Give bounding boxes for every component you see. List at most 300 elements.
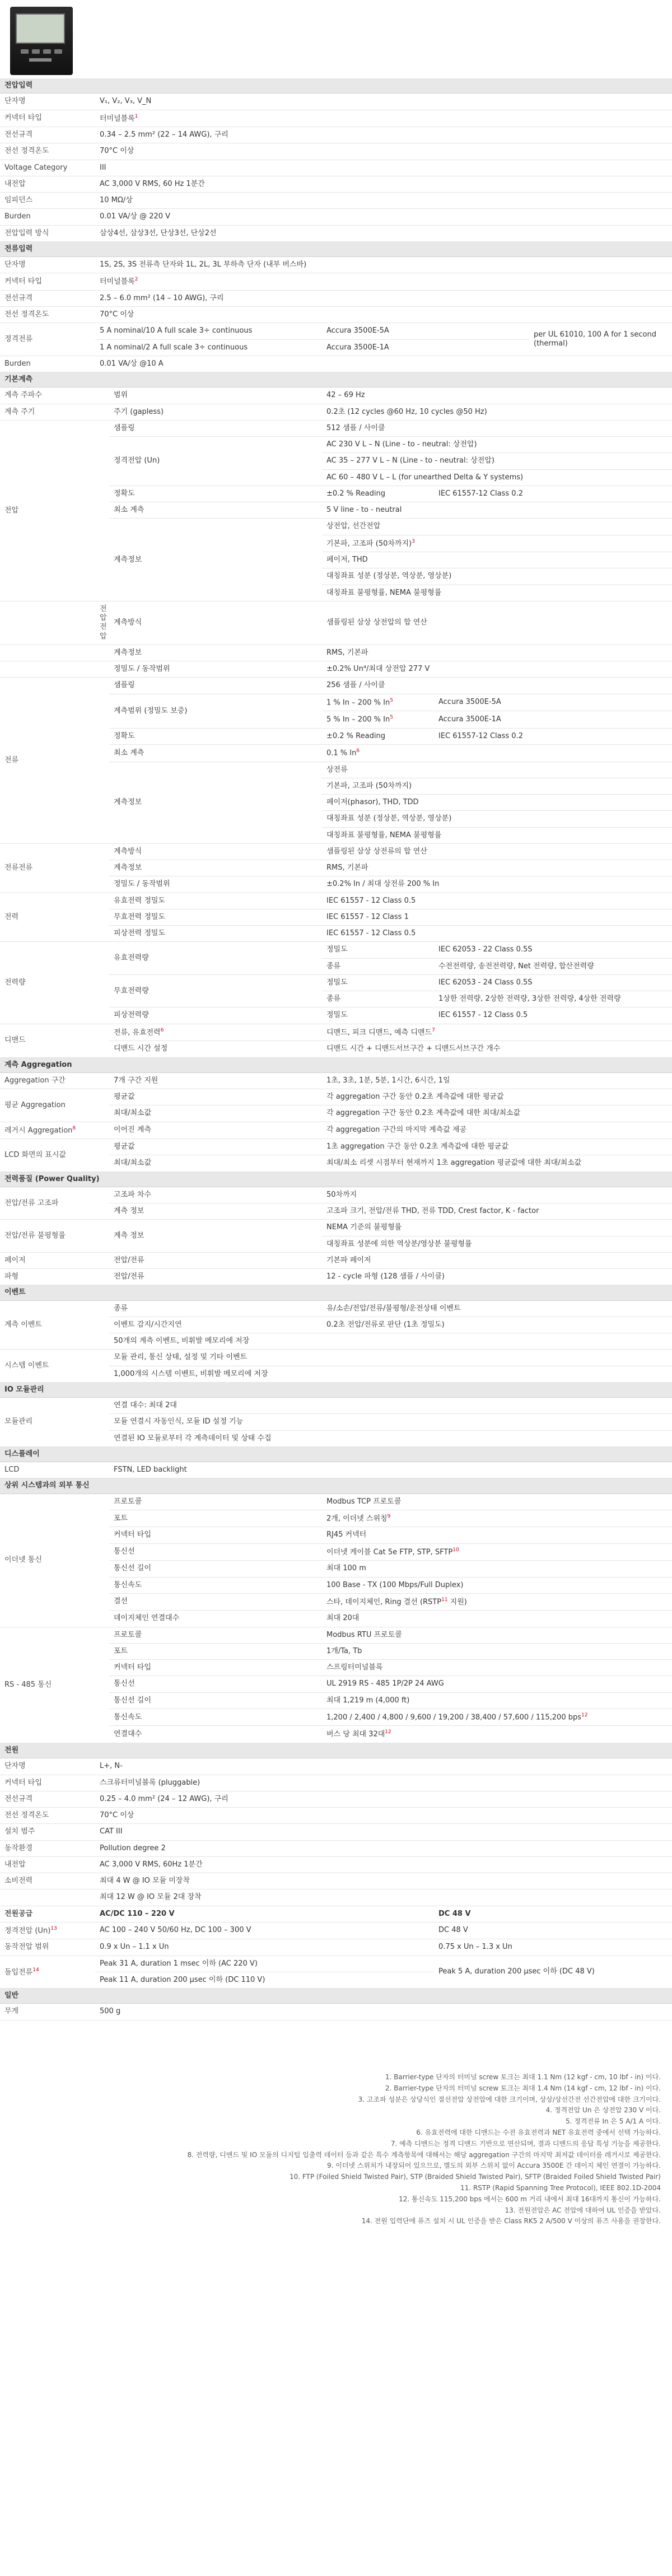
cell-text: 범위 — [114, 391, 128, 400]
cell-text: 100 Base - TX (100 Mbps/Full Duplex) — [326, 1580, 464, 1589]
spec-value — [95, 160, 672, 176]
spec-value — [109, 860, 322, 876]
spec-value — [109, 745, 322, 762]
spec-value — [109, 1187, 322, 1203]
cell-text: 대칭좌표 성분 (정상분, 역상분, 영상분) — [326, 814, 452, 823]
spec-label — [0, 1840, 95, 1856]
spec-value — [322, 1072, 672, 1089]
cell-text: 기본파, 고조파 (50차까지) — [326, 539, 412, 548]
spec-value — [95, 257, 672, 273]
cell-text: IEC 61557 - 12 Class 1 — [326, 912, 409, 921]
footnote-ref: 7 — [432, 1027, 435, 1033]
spec-value — [109, 404, 322, 420]
cell-text: L+, N- — [100, 1762, 123, 1771]
cell-text: 전선 정격온도 — [4, 1811, 49, 1820]
spec-row — [0, 1775, 672, 1791]
section-header — [0, 1285, 672, 1300]
cell-text: NEMA 기준의 불평형률 — [326, 1223, 402, 1232]
spec-value — [322, 1139, 672, 1155]
cell-text: 최소 계측 — [114, 506, 144, 515]
cell-text: 평균값 — [114, 1093, 135, 1102]
spec-value — [434, 1007, 672, 1024]
footnote-item: 11. RSTP (Rapid Spanning Tree Protocol), IEEE 802.1D-2004 — [460, 2183, 661, 2192]
section-title: 일반 — [0, 1989, 672, 2004]
spec-row — [0, 273, 672, 291]
spec-label — [0, 1775, 95, 1791]
spec-value — [95, 356, 672, 372]
cell-text: UL 2919 RS - 485 1P/2P 24 AWG — [326, 1679, 444, 1688]
spec-label — [0, 1824, 95, 1840]
spec-value — [322, 876, 672, 893]
spec-value — [322, 502, 672, 519]
cell-text: 데이지체인 연결대수 — [114, 1614, 180, 1623]
cell-text: 계측 주기 — [4, 407, 35, 416]
spec-value — [322, 1155, 672, 1172]
spec-value — [109, 1510, 322, 1527]
cell-text: 최대 12 W @ IO 모듈 2대 장착 — [100, 1893, 202, 1902]
spec-label — [0, 1122, 109, 1139]
cell-text: Peak 31 A, duration 1 msec 이하 (AC 220 V) — [100, 1959, 258, 1968]
spec-value — [322, 795, 672, 811]
section-title: IO 모듈관리 — [0, 1382, 672, 1397]
cell-text: 모듈 연결시 자동인식, 모듈 ID 설정 기능 — [114, 1417, 244, 1426]
cell-text: AC 230 V L – N (Line - to - neutral: 상전압) — [326, 440, 477, 449]
spec-value — [322, 678, 672, 694]
spec-value — [109, 1726, 322, 1743]
spec-row — [0, 1627, 672, 1643]
footnote-item: 13. 전원전압은 AC 전압에 대하여 UL 인증을 받았다. — [505, 2206, 661, 2214]
cell-text: AC 60 – 480 V L – L (for unearthed Delta & Y systems) — [326, 473, 524, 482]
spec-value — [109, 893, 322, 909]
spec-row — [0, 143, 672, 160]
cell-text: 전압/전류 고조파 — [4, 1198, 59, 1207]
spec-value — [322, 661, 672, 678]
cell-text: 전류전류 — [4, 864, 33, 872]
spec-value — [95, 1775, 672, 1791]
cell-text: 유효전력량 — [114, 954, 149, 963]
spec-label — [0, 94, 95, 110]
cell-text: 전력량 — [4, 978, 26, 987]
spec-value — [109, 1627, 322, 1643]
spec-value — [95, 1956, 434, 1972]
spec-value — [322, 909, 672, 925]
spec-value — [109, 1350, 672, 1366]
cell-text: 종류 — [114, 1304, 128, 1313]
cell-text: 정격전압 (Un) — [4, 1926, 51, 1935]
spec-row — [0, 1873, 672, 1889]
spec-value — [322, 645, 672, 661]
spec-row — [0, 1089, 672, 1105]
spec-value — [322, 1269, 672, 1285]
spec-value — [322, 1252, 672, 1268]
spec-value — [109, 1072, 322, 1089]
spec-value — [95, 273, 672, 291]
cell-text: 256 샘플 / 사이클 — [326, 681, 385, 690]
spec-row — [0, 1300, 672, 1317]
cell-text: 1초, 3초, 1분, 5분, 1시간, 6시간, 1일 — [326, 1076, 450, 1085]
spec-row — [0, 1824, 672, 1840]
cell-text: IEC 61557 - 12 Class 0.5 — [326, 896, 416, 905]
spec-label — [95, 661, 109, 678]
spec-value — [109, 1220, 322, 1253]
cell-text: 무효전력량 — [114, 986, 149, 995]
cell-text: 정밀도 / 동작범위 — [114, 880, 170, 889]
cell-text: RS - 485 통신 — [4, 1680, 52, 1689]
lcd-screen-graphic — [16, 13, 65, 44]
spec-row — [0, 1350, 672, 1366]
spec-value — [109, 1527, 322, 1543]
spec-row — [0, 1956, 672, 1972]
spec-value — [109, 1660, 322, 1676]
cell-text: 설치 범주 — [4, 1827, 35, 1836]
cell-text: AC 3,000 V RMS, 60Hz 1분간 — [100, 1860, 203, 1869]
cell-text: 12 - cycle 파형 (128 샘플 / 사이클) — [326, 1272, 445, 1281]
spec-label — [0, 420, 95, 601]
section-header — [0, 78, 672, 94]
section-header — [0, 241, 672, 256]
spec-value — [322, 762, 672, 778]
spec-value — [109, 1024, 322, 1041]
cell-text: Accura 3500E-5A — [326, 326, 389, 335]
cell-text: 계측 주파수 — [4, 391, 42, 400]
spec-value — [322, 437, 672, 453]
cell-text: 전류, 유효전력 — [114, 1028, 161, 1037]
cell-text: 전원공급 — [4, 1909, 33, 1918]
cell-text: 0.34 – 2.5 mm² (22 – 14 AWG), 구리 — [100, 130, 228, 139]
cell-text: 각 aggregation 구간 동안 0.2초 계측값에 대한 최대/최소값 — [326, 1109, 521, 1118]
cell-text: 샘플링 — [114, 681, 135, 690]
spec-row — [0, 1939, 672, 1956]
cell-text: 정격전압 (Un) — [114, 456, 160, 465]
cell-text: 유효전력 정밀도 — [114, 896, 166, 905]
spec-label — [0, 225, 95, 241]
cell-text: 스타, 데이지체인, Ring 결선 (RSTP — [326, 1598, 442, 1607]
spec-label — [0, 307, 95, 323]
cell-text: 정밀도 — [326, 978, 348, 987]
footnote-item: 2. Barrier-type 단자의 터미널 screw 토크는 최대 1.4 Nm (14 kgf - cm, 12 lbf - in) 이다. — [385, 2084, 661, 2092]
cell-text: 이벤트 감지/시간지연 — [114, 1320, 182, 1329]
spec-value — [109, 1430, 672, 1446]
cell-text: ±0.2 % Reading — [326, 731, 385, 740]
spec-value — [322, 1317, 672, 1333]
spec-label — [0, 601, 95, 645]
footnote-item: 1. Barrier-type 단자의 터미널 screw 토크는 최대 1.1 Nm (12 kgf - cm, 10 lbf - in) 이다. — [385, 2073, 661, 2081]
cell-text: 스크류터미널블록 (pluggable) — [100, 1778, 200, 1787]
cell-text: 연결된 IO 모듈로부터 각 계측데이터 및 상태 수집 — [114, 1434, 272, 1443]
cell-text: Accura 3500E-1A — [438, 715, 501, 724]
section-title: 전류입력 — [0, 241, 672, 256]
cell-text: Peak 5 A, duration 200 μsec 이하 (DC 48 V) — [438, 1967, 595, 1976]
section-title: 전력품질 (Power Quality) — [0, 1172, 672, 1187]
spec-row — [0, 1139, 672, 1155]
cell-text: 전압/전류 — [114, 1256, 144, 1264]
cell-text: 1개/Ta, Tb — [326, 1646, 362, 1655]
footnote-ref: 10 — [452, 1547, 459, 1553]
cell-text: 최대/최소값 — [114, 1159, 152, 1168]
spec-row — [0, 1024, 672, 1041]
cell-text: 전압입력 방식 — [4, 228, 49, 237]
spec-value — [95, 1808, 672, 1824]
spec-value — [109, 1398, 672, 1414]
spec-value — [322, 519, 672, 535]
cell-text: 전선규격 — [4, 1794, 33, 1803]
spec-label — [0, 1627, 109, 1743]
spec-value — [434, 1956, 672, 1989]
cell-text: 계측정보 — [114, 864, 142, 872]
cell-text: 계측 정보 — [114, 1231, 144, 1240]
cell-text: 7개 구간 지원 — [114, 1076, 158, 1085]
spec-value — [109, 1643, 322, 1659]
spec-value — [322, 1726, 672, 1743]
cell-text: 기본파 페이저 — [326, 1256, 371, 1264]
cell-text: 평균 Aggregation — [4, 1100, 66, 1109]
spec-value — [109, 1105, 322, 1122]
spec-label — [0, 356, 95, 372]
section-title: 기본계측 — [0, 372, 672, 388]
spec-value — [434, 711, 672, 729]
spec-value — [109, 519, 322, 601]
spec-value — [109, 1462, 672, 1478]
spec-label — [0, 1808, 95, 1824]
cell-text: 5 % In – 200 % In — [326, 715, 390, 724]
cell-text: 주기 (gapless) — [114, 407, 164, 416]
spec-value — [322, 1494, 672, 1510]
footnote-item: 3. 고조파 성분은 상당식인 절선전압 상전압에 대한 크기이며, 상상/상선간전 선간전압에 대한 크기이다. — [358, 2095, 661, 2103]
spec-value — [95, 893, 109, 942]
spec-value — [434, 694, 672, 711]
spec-row — [0, 1758, 672, 1775]
cell-text: Modbus TCP 프로토콜 — [326, 1497, 402, 1506]
cell-text: 대칭좌표 성분 (정상분, 역상분, 영상분) — [326, 572, 452, 581]
spec-value — [109, 1611, 322, 1627]
spec-value — [95, 225, 672, 241]
spec-value — [322, 1187, 672, 1203]
spec-value — [322, 1660, 672, 1676]
spec-value — [109, 1577, 322, 1593]
spec-value — [95, 2004, 672, 2020]
cell-text: 시스템 이벤트 — [4, 1361, 49, 1370]
spec-label — [0, 290, 95, 306]
cell-text-suffix: 지원) — [447, 1598, 467, 1607]
spec-value — [109, 1139, 322, 1155]
footnote-item: 6. 유효전력에 대한 디맨드는 수전 유효전력과 NET 유효전력 중에서 선택 가능하다. — [416, 2128, 661, 2136]
spec-value — [322, 745, 672, 762]
cell-text: ±0.2% In / 최대 상전류 200 % In — [326, 880, 440, 889]
footnote-ref: 13 — [50, 1925, 57, 1931]
cell-text: 샘플링된 삼상 상전류의 합 연산 — [326, 847, 427, 856]
cell-text: 터미널블록 — [100, 114, 135, 123]
cell-text: 전력 — [4, 912, 19, 921]
spec-row — [0, 1906, 672, 1922]
cell-text: AC 100 – 240 V 50/60 Hz, DC 100 – 300 V — [100, 1926, 251, 1935]
spec-value — [109, 437, 322, 486]
spec-row — [0, 1187, 672, 1203]
cell-text: 0.01 VA/상 @10 A — [100, 359, 164, 368]
spec-label — [95, 645, 109, 661]
cell-text: 고조파 크기, 전압/전류 THD, 전류 TDD, Crest factor, K - factor — [326, 1207, 539, 1216]
cell-text: 상전압, 선간전압 — [326, 522, 381, 531]
spec-row — [0, 388, 672, 404]
spec-value — [322, 1709, 672, 1726]
spec-value — [95, 843, 109, 893]
footnote-ref: 6 — [356, 748, 360, 754]
cell-text: 최대 4 W @ IO 모듈 미장착 — [100, 1877, 190, 1886]
cell-text: 페이저(phasor), THD, TDD — [326, 798, 419, 807]
spec-value — [322, 1041, 672, 1057]
spec-label — [0, 1398, 109, 1447]
cell-text: RMS, 기본파 — [326, 864, 368, 872]
spec-row — [0, 404, 672, 420]
spec-row — [0, 893, 672, 909]
spec-value — [322, 552, 672, 568]
spec-value — [322, 323, 529, 339]
spec-row — [0, 1462, 672, 1478]
section-header — [0, 1057, 672, 1072]
spec-value — [322, 893, 672, 909]
spec-value — [109, 1155, 322, 1172]
spec-label — [0, 1939, 95, 1956]
spec-row — [0, 942, 672, 958]
spec-row — [0, 176, 672, 192]
cell-text: 결선 — [114, 1597, 128, 1606]
cell-text: 전선 정격온도 — [4, 310, 49, 319]
cell-text: 고조파 차수 — [114, 1190, 151, 1199]
spec-row — [0, 127, 672, 143]
spec-value — [434, 958, 672, 974]
cell-text: ±0.2 % Reading — [326, 489, 385, 498]
spec-label — [0, 1072, 109, 1089]
footnote-ref: 8 — [72, 1125, 76, 1131]
cell-text: 소비전력 — [4, 1877, 33, 1886]
spec-label — [0, 127, 95, 143]
spec-row — [0, 290, 672, 306]
cell-text: 프로토콜 — [114, 1630, 142, 1639]
spec-value — [322, 1089, 672, 1105]
spec-value — [95, 307, 672, 323]
spec-value — [322, 926, 672, 942]
cell-text: 커넥터 타입 — [4, 1778, 42, 1787]
cell-text: 샘플링 — [114, 423, 135, 432]
spec-label — [0, 1758, 95, 1775]
spec-value — [322, 1220, 672, 1236]
spec-label — [0, 1873, 95, 1889]
spec-label — [0, 1889, 95, 1906]
spec-value — [109, 678, 322, 694]
spec-value — [109, 1543, 322, 1561]
spec-row — [0, 160, 672, 176]
cell-text: IEC 62053 - 22 Class 0.5S — [438, 945, 533, 954]
cell-text: 500 g — [100, 2007, 121, 2016]
cell-text: 연결대수 — [114, 1730, 142, 1739]
cell-text: Accura 3500E-1A — [326, 343, 389, 352]
cell-text: AC 35 – 277 V L – N (Line - to - neutral: 상전압) — [326, 456, 494, 465]
spec-value — [95, 1873, 672, 1889]
cell-text: 연결 대수: 최대 2대 — [114, 1401, 177, 1410]
cell-text: 2.5 – 6.0 mm² (14 – 10 AWG), 구리 — [100, 293, 224, 302]
cell-text: 0.2초 (12 cycles @60 Hz, 10 cycles @50 Hz) — [326, 407, 487, 416]
cell-text: 이더넷 통신 — [4, 1555, 42, 1564]
spec-value — [322, 942, 434, 958]
cell-text: 전선규격 — [4, 130, 33, 139]
footnote-item: 7. 예측 디맨드는 정격 디맨드 기반으로 연산되며, 결과 디맨드의 응답 특성 기능을 제공한다. — [390, 2139, 661, 2148]
cell-text: 70°C 이상 — [100, 1811, 134, 1820]
cell-text: IEC 62053 - 24 Class 0.5S — [438, 978, 533, 987]
footnote-item: 9. 이더넷 스위치가 내장되어 있으므로, 별도의 외부 스위치 없이 Accura 3500E 간 데이지 체인 연결이 가능하다. — [326, 2162, 661, 2170]
spec-row — [0, 1922, 672, 1939]
cell-text: 10 MΩ/상 — [100, 196, 133, 205]
footnote-ref: 12 — [385, 1729, 391, 1735]
spec-label — [0, 404, 109, 420]
cell-text: 최대 20대 — [326, 1614, 360, 1623]
spec-row — [0, 1122, 672, 1139]
cell-text: 1상한 전력량, 2상한 전력량, 3상한 전력량, 4상한 전력량 — [438, 995, 621, 1004]
spec-table — [0, 78, 672, 2020]
spec-value — [322, 404, 672, 420]
spec-label — [0, 1269, 109, 1285]
cell-text: 상전류 — [326, 765, 348, 774]
cell-text: V₁, V₂, V₃, V_N — [100, 97, 152, 106]
section-title: 전압입력 — [0, 78, 672, 94]
section-title: 이벤트 — [0, 1285, 672, 1300]
spec-value — [322, 388, 672, 404]
cell-text: 1S, 2S, 3S 전류측 단자와 1L, 2L, 3L 부하측 단자 (내부 버스바) — [100, 260, 307, 269]
spec-label — [0, 1089, 109, 1122]
spec-value — [322, 535, 672, 552]
spec-label — [0, 1956, 95, 1989]
section-title: 상위 시스템과의 외부 통신 — [0, 1478, 672, 1494]
spec-value — [322, 728, 434, 744]
spec-label — [0, 1187, 109, 1220]
cell-text: 5 V line - to - neutral — [326, 506, 402, 515]
spec-label — [0, 661, 95, 678]
spec-value — [109, 1203, 322, 1220]
spec-value — [109, 502, 322, 519]
spec-value — [109, 974, 322, 1007]
spec-label — [0, 1922, 95, 1939]
spec-label — [0, 678, 95, 843]
cell-text: Aggregation 구간 — [4, 1076, 66, 1085]
spec-value — [434, 974, 672, 991]
cell-text: Modbus RTU 프로토콜 — [326, 1630, 402, 1639]
spec-value — [95, 143, 672, 160]
spec-value — [95, 942, 109, 1024]
spec-value — [322, 1643, 672, 1659]
section-header — [0, 1172, 672, 1187]
spec-label — [0, 843, 95, 893]
cell-text: 계측정보 — [114, 648, 142, 657]
cell-text: 이어진 계측 — [114, 1126, 151, 1135]
spec-value — [109, 1007, 322, 1024]
spec-label — [0, 1350, 109, 1383]
cell-text: 대칭좌표 불평형률, NEMA 불평형률 — [326, 588, 442, 597]
footnote-item: 5. 정격전류 In 은 5 A/1 A 이다. — [566, 2117, 661, 2126]
footnote-ref: 5 — [390, 715, 393, 721]
cell-text: 동작전압 범위 — [4, 1943, 49, 1952]
cell-text: 최대 1,219 m (4,000 ft) — [326, 1696, 410, 1705]
spec-value — [95, 176, 672, 192]
cell-text: 0.1 % In — [326, 749, 357, 758]
spec-value — [109, 1593, 322, 1611]
footnote-ref: 11 — [441, 1597, 448, 1603]
footnotes — [0, 2072, 661, 2227]
cell-text: 0.2초 전압/전류로 판단 (1초 정밀도) — [326, 1320, 445, 1329]
cell-text: 동작환경 — [4, 1844, 33, 1852]
cell-text: 포트 — [114, 1514, 128, 1523]
spec-value — [322, 339, 529, 356]
spec-value — [109, 942, 322, 975]
spec-row — [0, 645, 672, 661]
spec-value — [322, 974, 434, 991]
